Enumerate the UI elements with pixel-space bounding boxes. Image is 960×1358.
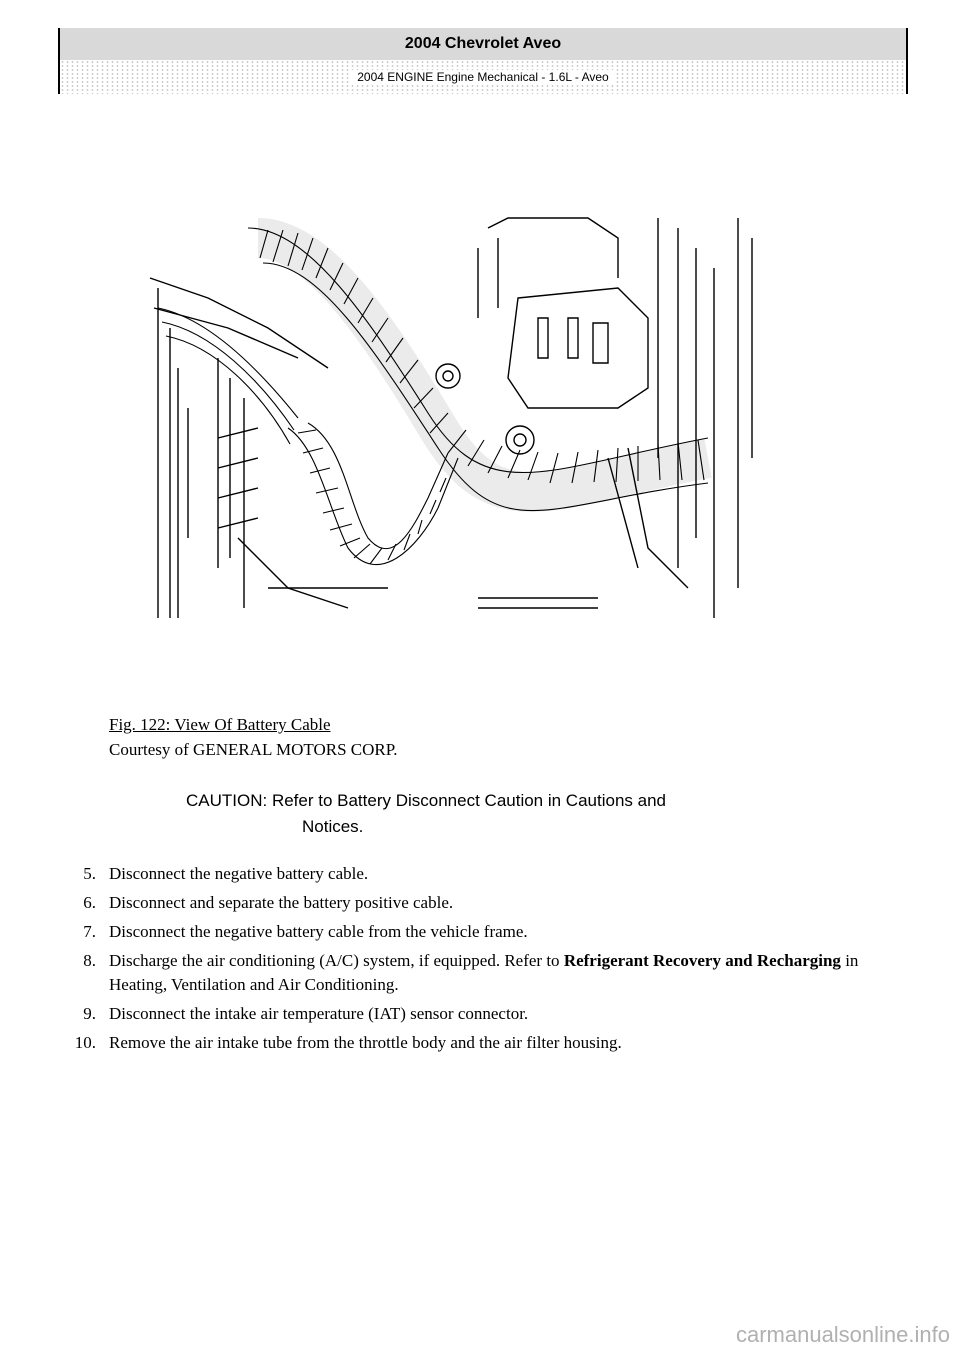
figure-title[interactable]: Fig. 122: View Of Battery Cable xyxy=(109,715,331,734)
list-item xyxy=(50,862,910,886)
step-number: 7. xyxy=(83,922,96,941)
battery-cable-illustration xyxy=(148,208,760,628)
list-item xyxy=(50,920,910,944)
step-text: Disconnect and separate the battery positive cable. xyxy=(109,893,454,912)
site-watermark: carmanualsonline.info xyxy=(735,1322,950,1347)
step-number: 6. xyxy=(83,893,96,912)
caution-notice xyxy=(186,788,886,840)
step-text: Discharge the air conditioning (A/C) system, if equipped. Refer to Refrigerant Recovery and Recharging in Heating, Ventilation and Air Conditioning. xyxy=(109,951,859,994)
step-text: Disconnect the intake air temperature (IAT) sensor connector. xyxy=(109,1004,529,1023)
header-title-bar xyxy=(58,28,908,60)
procedure-steps xyxy=(50,862,910,1060)
refrigerant-recovery-link[interactable]: Refrigerant Recovery and Recharging xyxy=(563,951,841,970)
caution-line-2: Notices. xyxy=(302,817,364,836)
figure-courtesy: Courtesy of GENERAL MOTORS CORP. xyxy=(109,740,398,759)
step-text: Disconnect the negative battery cable from the vehicle frame. xyxy=(109,922,528,941)
list-item xyxy=(50,1031,910,1055)
step-number: 5. xyxy=(83,864,96,883)
step-number: 8. xyxy=(83,951,96,970)
document-subtitle: 2004 ENGINE Engine Mechanical - 1.6L - Aveo xyxy=(351,70,614,84)
header-subtitle-bar xyxy=(58,60,908,94)
step-text: Disconnect the negative battery cable. xyxy=(109,864,369,883)
list-item xyxy=(50,1002,910,1026)
list-item xyxy=(50,949,910,997)
list-item xyxy=(50,891,910,915)
document-title: 2004 Chevrolet Aveo xyxy=(404,35,562,52)
step-number: 9. xyxy=(83,1004,96,1023)
step-text: Remove the air intake tube from the throttle body and the air filter housing. xyxy=(109,1033,622,1052)
caution-line-1: CAUTION: Refer to Battery Disconnect Caution in Cautions and xyxy=(186,791,666,810)
figure-caption xyxy=(109,712,398,762)
step-number: 10. xyxy=(74,1033,96,1052)
